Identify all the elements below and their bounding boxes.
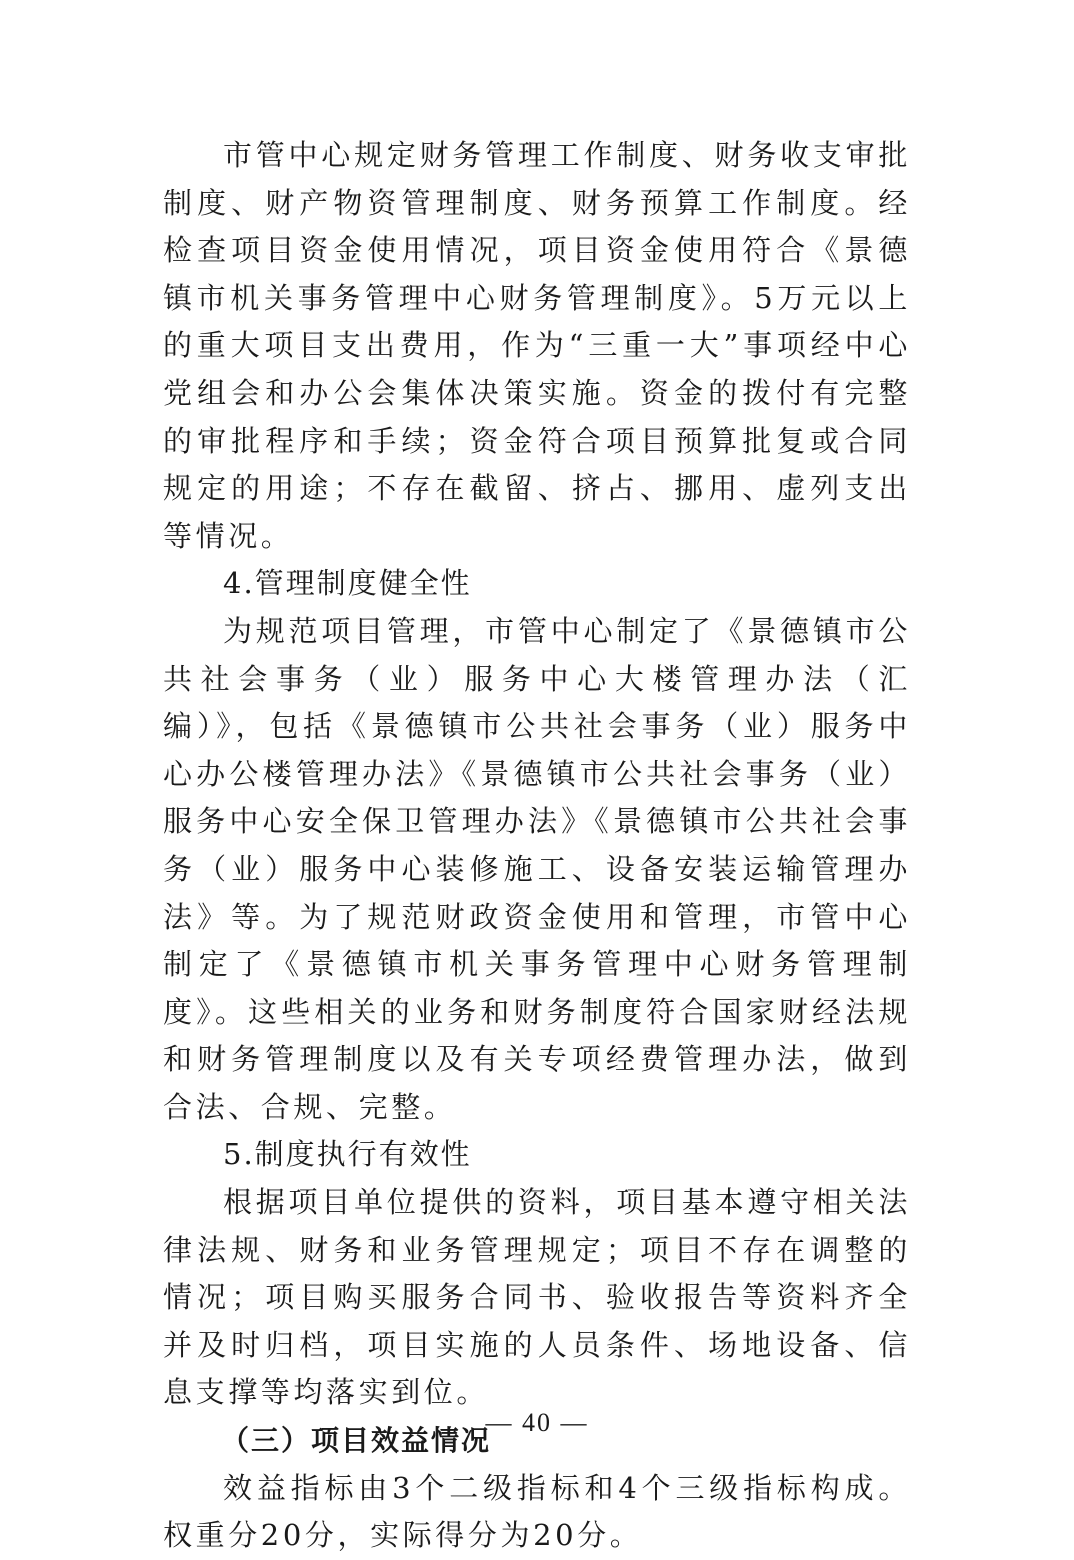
heading-management-system-soundness: 4.管理制度健全性 [223, 566, 472, 601]
paragraph-benefit-indicators: 效益指标由3个二级指标和4个三级指标构成。权重分20分，实际得分为20分。 [163, 1470, 911, 1553]
section-heading-project-benefits: （三）项目效益情况 [221, 1424, 492, 1458]
paragraph-management-measures: 为规范项目管理，市管中心制定了《景德镇市公共社会事务（业）服务中心大楼管理办法（汇编）》，包括《景德镇市公共社会事务（业）服务中心办公楼管理办法》《景德镇市公共社会事务（业）服务中心安全保卫管理办法》《景德镇市公共社会事务（业）服务中心装修施工、设备安装运输管理办法》等。为了规范财政资金使用和管理，市管中心制定了《景德镇市机关事务管理中心财务管理制度》。这些相关的业务和财务制度符合国家财经法规和财务管理制度以及有关专项经费管理办法，做到合法、合规、完整。 [163, 613, 911, 1124]
paragraph-financial-rules: 市管中心规定财务管理工作制度、财务收支审批制度、财产物资管理制度、财务预算工作制度。经检查项目资金使用情况，项目资金使用符合《景德镇市机关事务管理中心财务管理制度》。5万元以上的重大项目支出费用，作为“三重一大”事项经中心党组会和办公会集体决策实施。资金的拨付有完整的审批程序和手续；资金符合项目预算批复或合同规定的用途；不存在截留、挤占、挪用、虚列支出等情况。 [163, 138, 911, 553]
page-number: — 40 — [485, 1408, 589, 1437]
paragraph-execution-details: 根据项目单位提供的资料，项目基本遵守相关法律法规、财务和业务管理规定；项目不存在调整的情况；项目购买服务合同书、验收报告等资料齐全并及时归档，项目实施的人员条件、场地设备、信息支撑等均落实到位。 [163, 1185, 911, 1410]
document-page [163, 132, 911, 1560]
heading-system-execution-effectiveness: 5.制度执行有效性 [223, 1137, 472, 1172]
